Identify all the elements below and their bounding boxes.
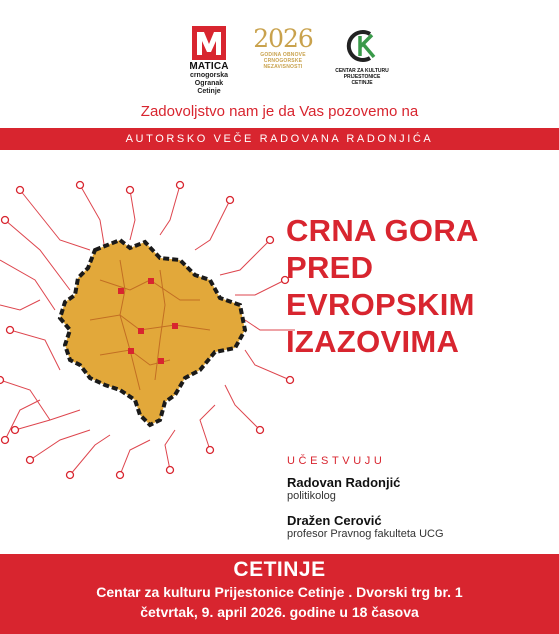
year-line-3: NEZAVISNOSTI: [263, 64, 303, 70]
year-line-2: CRNOGORSKE: [263, 58, 303, 64]
participant-role: profesor Pravnog fakulteta UCG: [287, 528, 444, 540]
logo-row: [0, 18, 559, 108]
title-line-4: IZAZOVIMA: [286, 324, 460, 359]
matica-crnogorska-logo: [184, 26, 234, 96]
title-line-3: EVROPSKIM: [286, 287, 475, 322]
participants-section: [287, 455, 527, 551]
matica-title: MATICA: [189, 61, 229, 72]
participants-heading: UČESTVUJU: [287, 455, 386, 467]
participant-1: [287, 475, 527, 503]
event-title: [286, 212, 546, 360]
event-city: CETINJE: [233, 558, 326, 581]
ck-logo-icon: [342, 26, 382, 66]
event-venue: Centar za kulturu Prijestonice Cetinje . Dvorski trg br. 1: [96, 584, 463, 600]
matica-city: Cetinje: [197, 88, 221, 95]
ck-line-1: CENTAR ZA KULTURU: [335, 68, 389, 74]
participant-name: Radovan Radonjić: [287, 475, 401, 490]
footer-banner: [0, 554, 559, 634]
event-date: četvrtak, 9. april 2026. godine u 18 časova: [140, 604, 419, 620]
centar-za-kulturu-logo: [334, 26, 390, 86]
participant-name: Dražen Cerović: [287, 513, 382, 528]
matica-branch: Ogranak: [194, 80, 224, 87]
matica-logo-icon: [192, 26, 226, 60]
year-line-1: GODINA OBNOVE: [260, 52, 306, 58]
year-2026-logo: [246, 26, 320, 70]
year-number: 2026: [253, 24, 313, 53]
title-line-1: CRNA GORA: [286, 213, 479, 248]
title-line-2: PRED: [286, 250, 374, 285]
montenegro-circuit-map-illustration: [0, 180, 300, 480]
ck-line-2: PRIJESTONICE CETINJE: [343, 74, 381, 86]
event-banner: AUTORSKO VEČE RADOVANA RADONJIĆA: [0, 128, 559, 150]
matica-subtitle: crnogorska: [189, 72, 229, 79]
invitation-text: Zadovoljstvo nam je da Vas pozovemo na: [140, 103, 419, 120]
participant-2: [287, 513, 527, 541]
participant-role: politikolog: [287, 490, 336, 502]
